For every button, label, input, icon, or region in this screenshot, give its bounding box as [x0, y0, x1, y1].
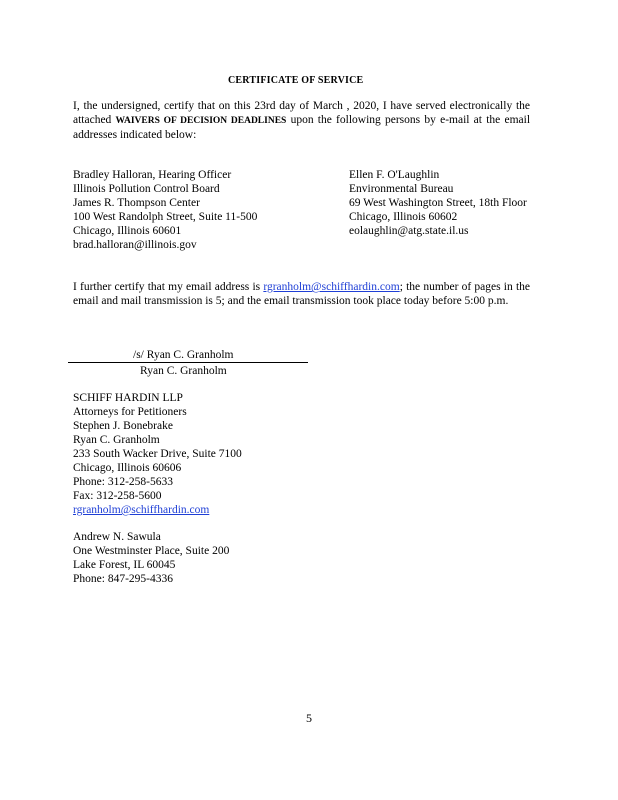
page-title: CERTIFICATE OF SERVICE: [228, 75, 364, 86]
firm-line: Phone: 312-258-5633: [73, 476, 173, 488]
document-name: WAIVERS OF DECISION DEADLINES: [115, 116, 287, 126]
intro-text-2: upon the following persons by e-mail at the email addresses indicated below:: [73, 114, 531, 141]
recipient-block-1: [73, 168, 257, 252]
firm-line: SCHIFF HARDIN LLP: [73, 392, 183, 404]
recipient-email: eolaughlin@atg.state.il.us: [349, 225, 469, 237]
intro-paragraph: [73, 99, 530, 142]
firm-line: Fax: 312-258-5600: [73, 490, 162, 502]
recipient-line: 69 West Washington Street, 18th Floor: [349, 197, 527, 209]
recipient-line: Chicago, Illinois 60601: [73, 225, 182, 237]
recipient-line: 100 West Randolph Street, Suite 11-500: [73, 211, 258, 223]
signature-signed: /s/ Ryan C. Granholm: [133, 349, 234, 361]
block-line: Andrew N. Sawula: [73, 531, 161, 543]
firm-line: 233 South Wacker Drive, Suite 7100: [73, 448, 242, 460]
page-number: 5: [306, 711, 312, 725]
block-line: Lake Forest, IL 60045: [73, 559, 176, 571]
recipient-line: Ellen F. O'Laughlin: [349, 169, 440, 181]
certify-paragraph: [73, 280, 530, 308]
block-line: Phone: 847-295-4336: [73, 573, 173, 585]
recipient-email: brad.halloran@illinois.gov: [73, 239, 197, 251]
recipient-line: James R. Thompson Center: [73, 197, 200, 209]
block-line: One Westminster Place, Suite 200: [73, 545, 230, 557]
recipient-block-2: [349, 168, 527, 238]
firm-line: Stephen J. Bonebrake: [73, 420, 173, 432]
signature-name: Ryan C. Granholm: [140, 365, 227, 377]
firm-line: Chicago, Illinois 60606: [73, 462, 182, 474]
firm-block: [73, 391, 242, 517]
recipient-line: Environmental Bureau: [349, 183, 454, 195]
firm-line: Attorneys for Petitioners: [73, 406, 187, 418]
email-link[interactable]: rgranholm@schiffhardin.com: [263, 281, 400, 293]
intro-text-1: I, the undersigned, certify that on this 23rd day of March , 2020, I have served electronically the attached: [73, 100, 530, 126]
firm-email-link[interactable]: rgranholm@schiffhardin.com: [73, 504, 210, 516]
second-block: [73, 530, 229, 586]
signature-line: [68, 362, 308, 363]
recipient-line: Chicago, Illinois 60602: [349, 211, 458, 223]
recipient-line: Illinois Pollution Control Board: [73, 183, 220, 195]
firm-line: Ryan C. Granholm: [73, 434, 160, 446]
certify-text-1: I further certify that my email address is: [73, 281, 261, 293]
recipient-line: Bradley Halloran, Hearing Officer: [73, 169, 232, 181]
certify-text-2: ; the number of pages in the email and mail transmission is 5; and the email transmission took place today before 5:00 p.m.: [73, 281, 530, 307]
